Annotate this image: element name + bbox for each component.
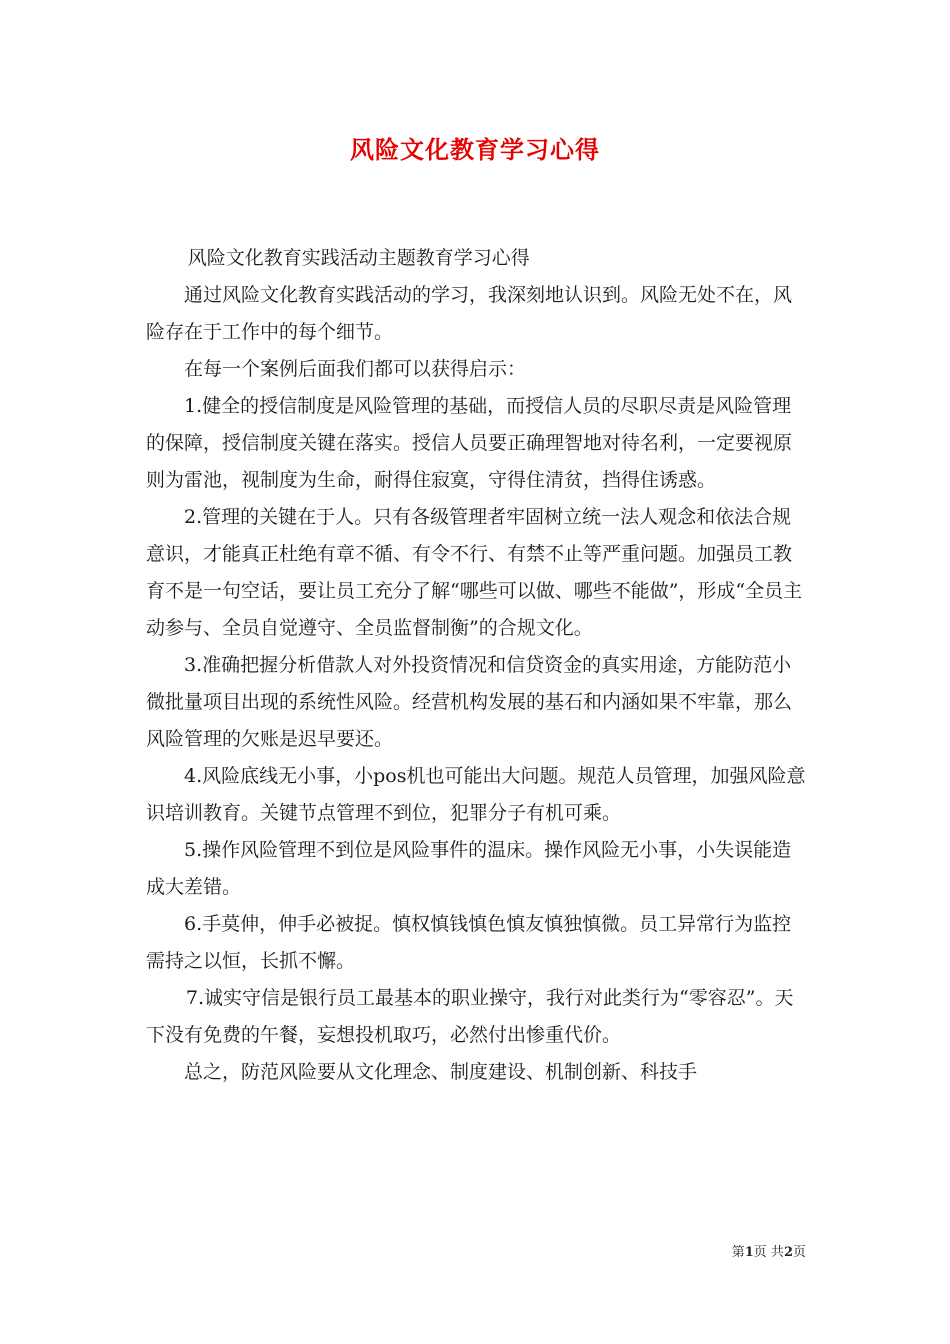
page-number-footer [732,1244,806,1262]
paragraph-lead: 在每一个案例后面我们都可以获得启示： [184,358,527,380]
document-title: 风险文化教育学习心得 [350,135,600,164]
footer-prefix: 第 [731,1245,745,1260]
paragraph-point-1: 1.健全的授信制度是风险管理的基础，而授信人员的尽职尽责是风险管理的保障，授信制度关键在落实。授信人员要正确理智地对待名利，一定要视原则为雷池，视制度为生命，耐得住寂寞，守得住清贫，挡得住诱惑。 [146,395,793,491]
footer-suffix: 页 [792,1245,806,1260]
paragraph-point-3: 3.准确把握分析借款人对外投资情况和信贷资金的真实用途，方能防范小微批量项目出现的系统性风险。经营机构发展的基石和内涵如果不牢靠，那么风险管理的欠账是迟早要还。 [146,654,793,750]
document-body [146,240,808,1091]
paragraph-intro: 通过风险文化教育实践活动的学习，我深刻地认识到。风险无处不在，风险存在于工作中的每个细节。 [146,284,793,343]
paragraph-point-5: 5.操作风险管理不到位是风险事件的温床。操作风险无小事，小失误能造成大差错。 [146,839,792,898]
paragraph-point-2: 2.管理的关键在于人。只有各级管理者牢固树立统一法人观念和依法合规意识，才能真正杜绝有章不循、有令不行、有禁不止等严重问题。加强员工教育不是一句空话，要让员工充分了解“哪些可以做、哪些不能做”，形成“全员主动参与、全员自觉遵守、全员监督制衡”的合规文化。 [146,506,803,639]
footer-middle: 页 共 [753,1245,784,1260]
paragraph-point-6: 6.手莫伸，伸手必被捉。慎权慎钱慎色慎友慎独慎微。员工异常行为监控需持之以恒，长抓不懈。 [146,913,792,972]
paragraph-point-7: 7.诚实守信是银行员工最基本的职业操守，我行对此类行为“零容忍”。天下没有免费的午餐，妄想投机取巧，必然付出惨重代价。 [146,987,794,1046]
document-subtitle: 风险文化教育实践活动主题教育学习心得 [187,247,530,269]
paragraph-conclusion: 总之，防范风险要从文化理念、制度建设、机制创新、科技手 [184,1061,698,1083]
paragraph-point-4: 4.风险底线无小事，小pos机也可能出大问题。规范人员管理，加强风险意识培训教育。关键节点管理不到位，犯罪分子有机可乘。 [146,765,806,824]
footer-current-page: 1 [744,1245,754,1260]
footer-total-pages: 2 [783,1245,793,1260]
